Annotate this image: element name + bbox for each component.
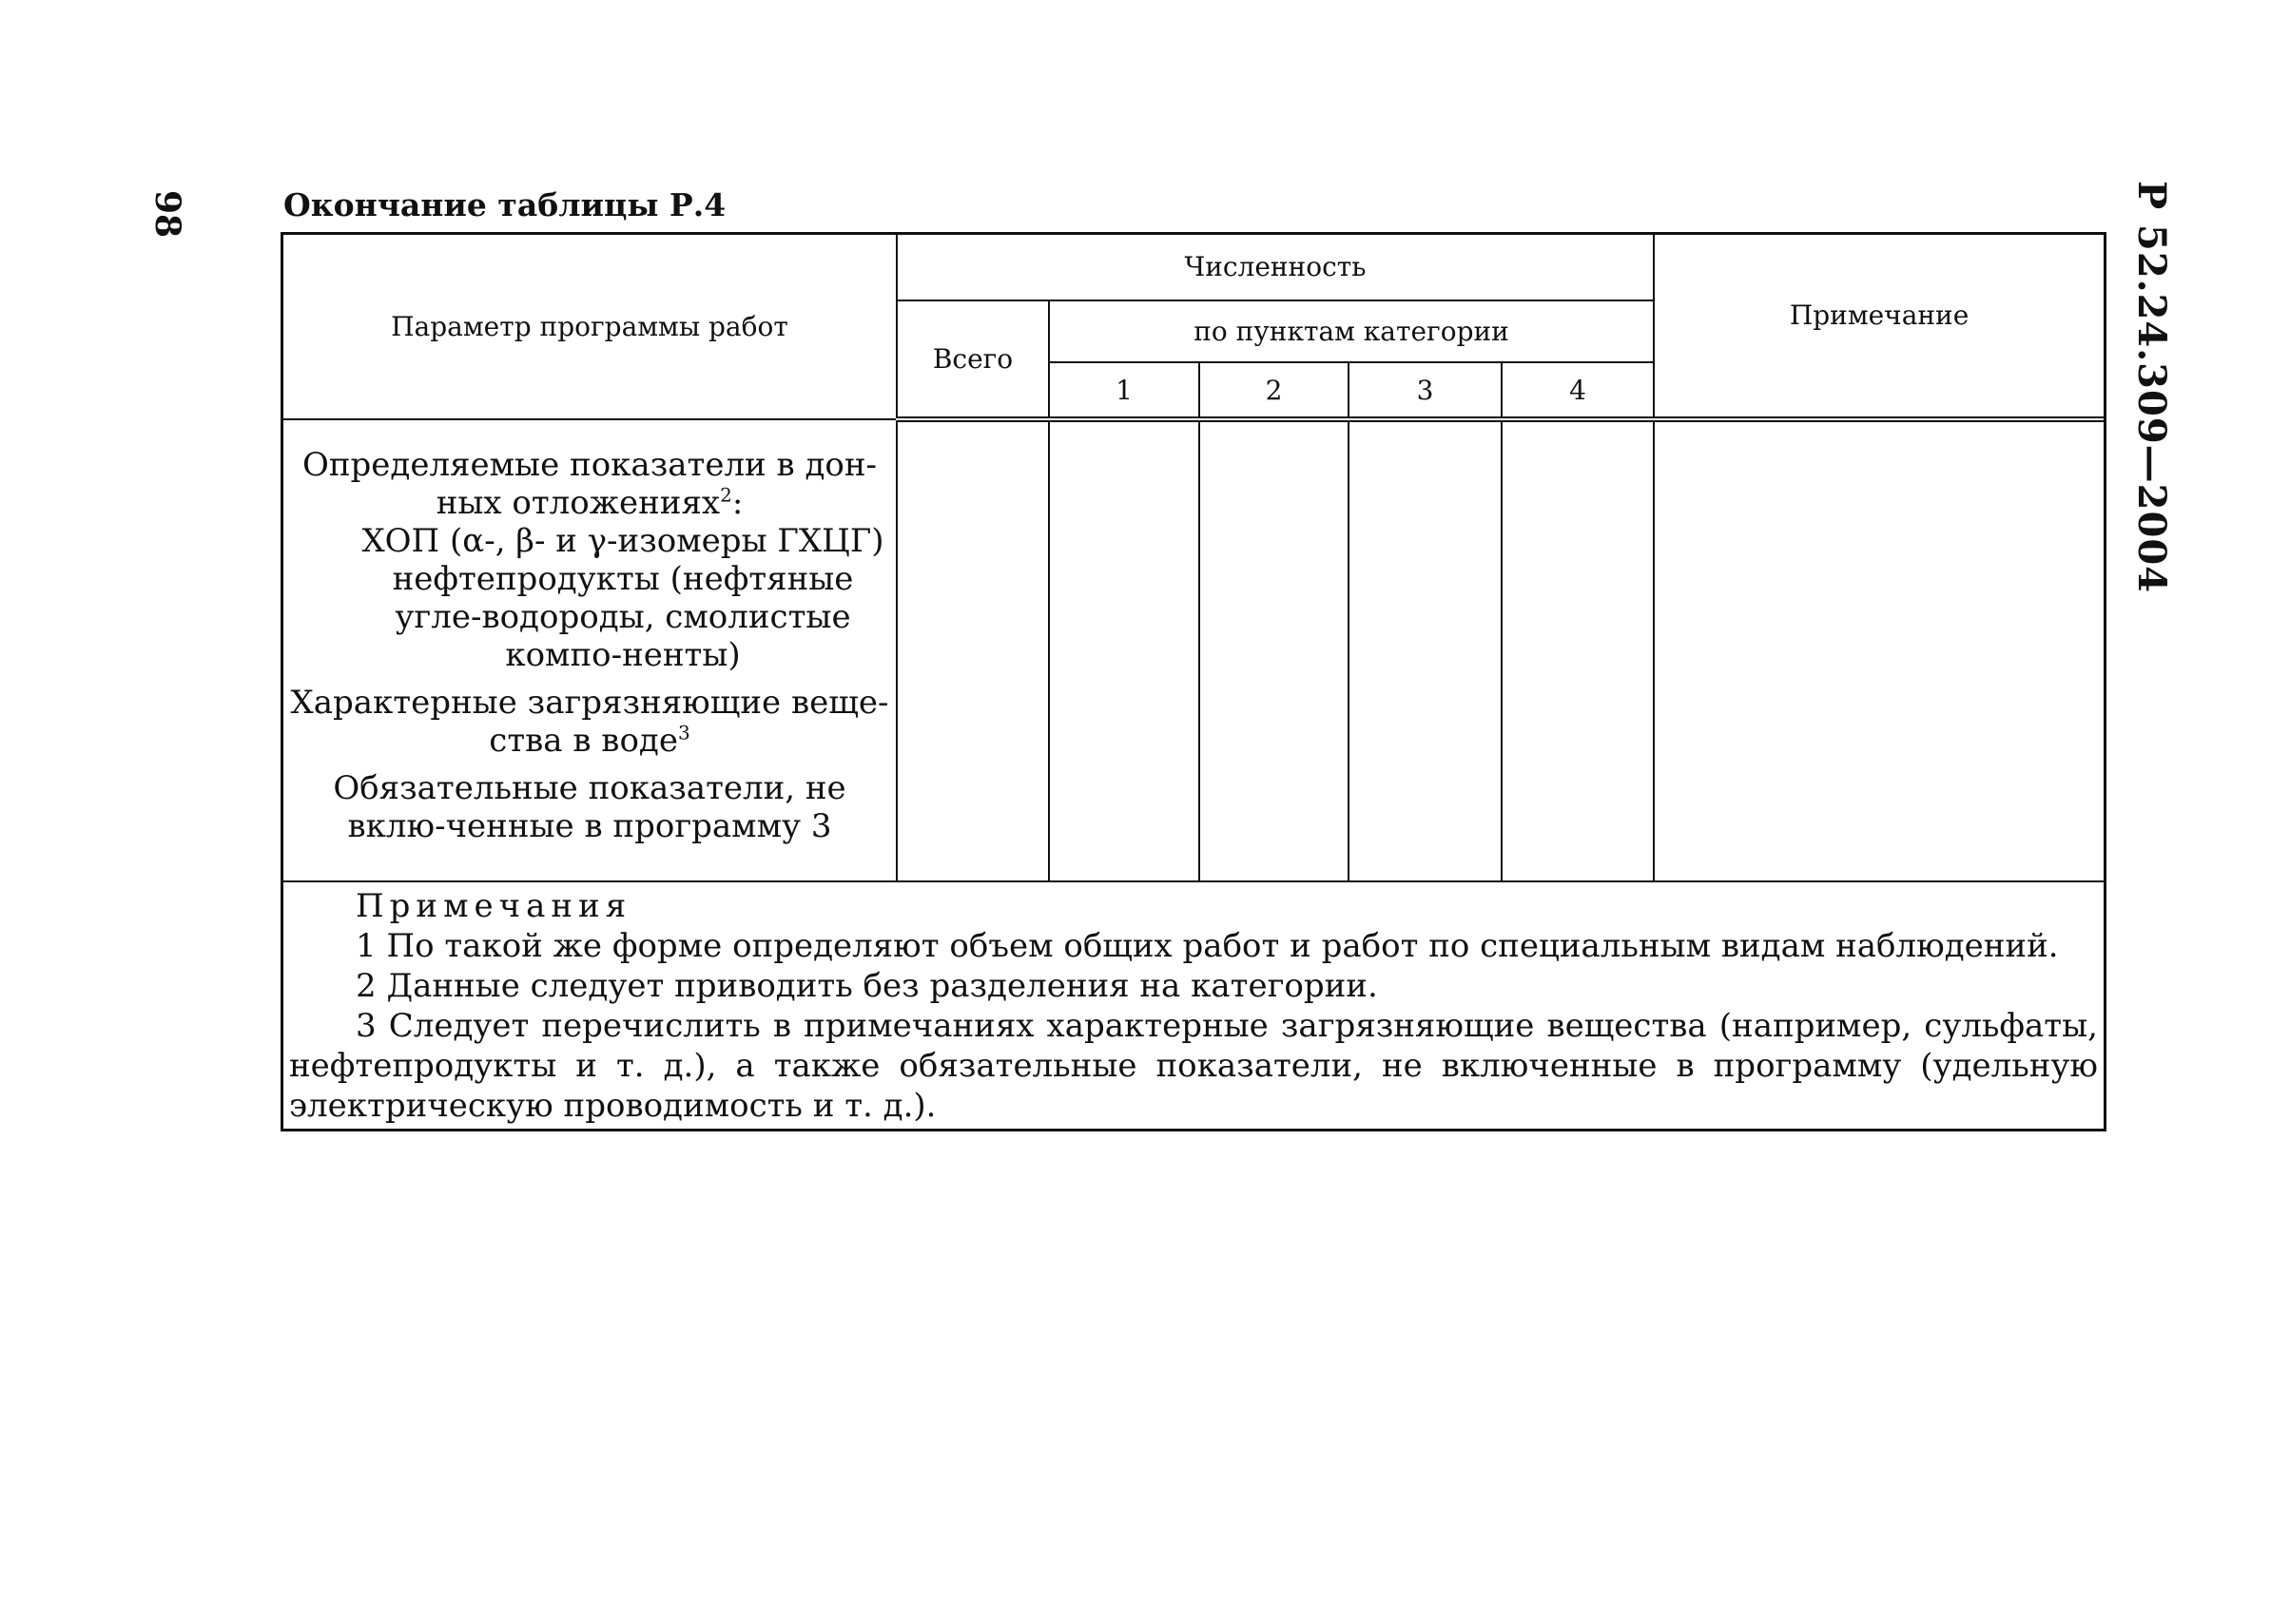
- row-sediments: [283, 446, 896, 674]
- category-1-cell: [1049, 419, 1199, 881]
- total-cell: [897, 419, 1049, 881]
- header-count: Численность: [897, 235, 1654, 300]
- sediments-colon: :: [731, 483, 744, 522]
- document-code: Р 52.24.309—2004: [2129, 181, 2174, 594]
- header-parameter: Параметр программы работ: [283, 235, 897, 419]
- data-table: [283, 235, 2104, 882]
- header-note: Примечание: [1654, 235, 2104, 419]
- category-3-cell: [1349, 419, 1502, 881]
- parameters-cell: [283, 419, 897, 881]
- pollutants-title: Характерные загрязняющие веще-ства в воде: [290, 683, 889, 760]
- notes-title: Примечания: [356, 887, 632, 925]
- header-category-4: 4: [1502, 362, 1654, 418]
- header-by-category: по пунктам категории: [1049, 300, 1654, 363]
- row-pollutants: [283, 684, 896, 760]
- note-item-1: 1 По такой же форме определяют объем общих работ и работ по специальным видам наблюдений.: [356, 927, 2059, 965]
- sediments-item-petroleum: нефтепродукты (нефтяные угле-водороды, смолистые компо-ненты): [392, 559, 854, 674]
- category-2-cell: [1199, 419, 1349, 881]
- note-item-3: 3 Следует перечислить в примечаниях характерные загрязняющие вещества (например, сульфаты, нефтепродукты и т. д.), а также обязательные показатели, не включенные в программу (удельную электрическую проводимость и т. д.).: [289, 1007, 2098, 1125]
- note-cell: [1654, 419, 2104, 881]
- header-total: Всего: [897, 300, 1049, 419]
- note-item-2: 2 Данные следует приводить без разделения на категории.: [356, 967, 1378, 1005]
- header-category-1: 1: [1049, 362, 1199, 418]
- header-category-2: 2: [1199, 362, 1349, 418]
- page-number: 98: [147, 190, 187, 239]
- table-caption: Окончание таблицы Р.4: [283, 186, 727, 223]
- row-mandatory: Обязательные показатели, не вклю-ченные в программу 3: [333, 768, 846, 845]
- sediments-item-hop: ХОП (α-, β- и γ-изомеры ГХЦГ): [361, 521, 884, 560]
- table-frame: [281, 232, 2106, 1131]
- category-4-cell: [1502, 419, 1654, 881]
- header-category-3: 3: [1349, 362, 1502, 418]
- notes-section: [289, 886, 2098, 1126]
- footnote-ref-2: 2: [720, 483, 732, 507]
- sediments-title: Определяемые показатели в дон-ных отложениях: [301, 445, 878, 522]
- footnote-ref-3: 3: [677, 721, 690, 744]
